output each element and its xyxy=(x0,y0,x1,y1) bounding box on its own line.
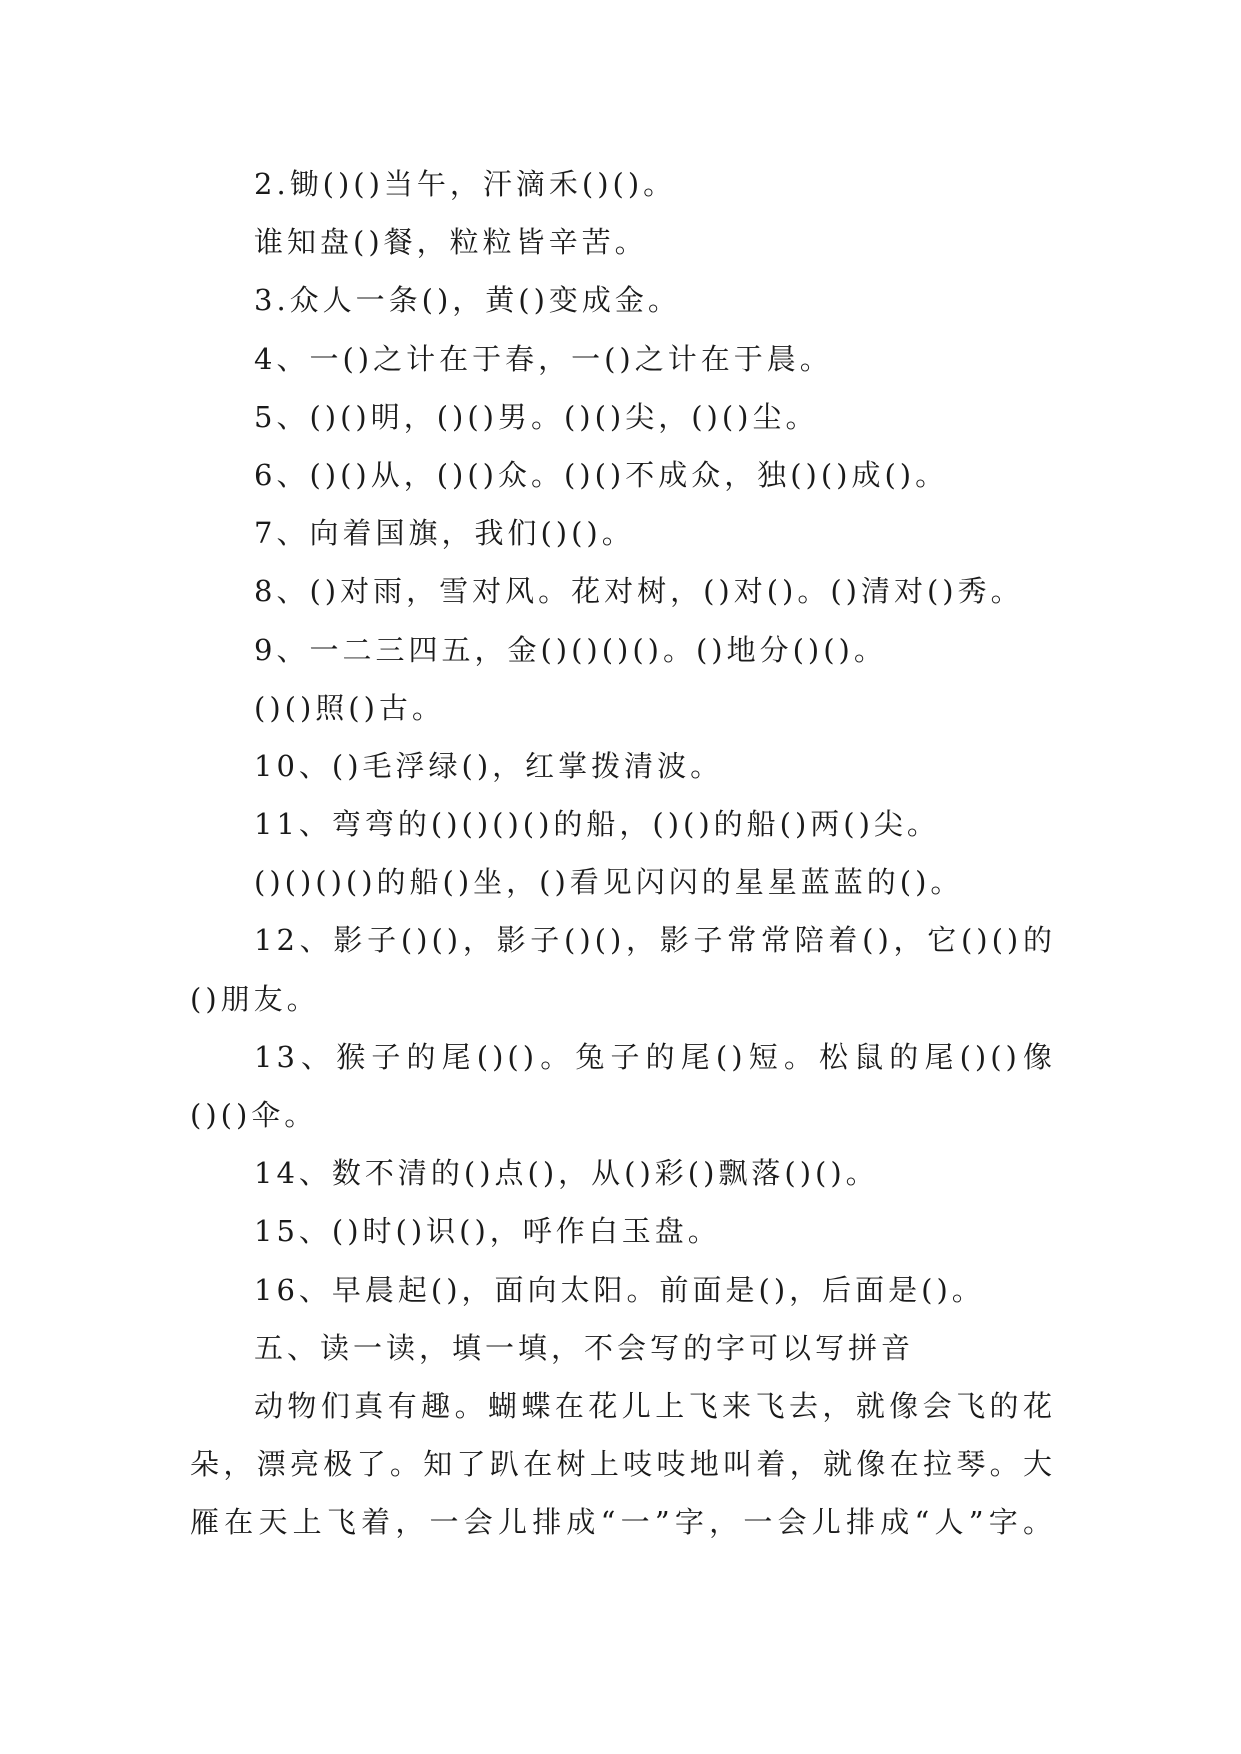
poem-line: 谁知盘()餐，粒粒皆辛苦。 xyxy=(254,225,648,260)
question-line: 12、影子()()，影子()()，影子常常陪着()，它()()的 xyxy=(254,923,1056,958)
question-line: 16、早晨起()，面向太阳。前面是()，后面是()。 xyxy=(254,1272,985,1307)
poem-line: 2.锄()()当午，汗滴禾()()。 xyxy=(254,167,677,201)
question-line-continued: ()朋友。 xyxy=(190,981,320,1016)
question-line: 8、()对雨，雪对风。花对树，()对()。()清对()秀。 xyxy=(254,574,1024,609)
question-line: 6、()()从，()()众。()()不成众，独()()成()。 xyxy=(254,457,949,492)
question-line: 11、弯弯的()()()()的船，()()的船()两()尖。 xyxy=(254,807,940,842)
paragraph-line: 雁在天上飞着，一会儿排成“一”字，一会儿排成“人”字。 xyxy=(190,1505,1056,1540)
question-line: 7、向着国旗，我们()()。 xyxy=(254,516,635,551)
question-line: 10、()毛浮绿()，红掌拨清波。 xyxy=(254,748,724,783)
question-line: 3.众人一条()，黄()变成金。 xyxy=(254,283,681,318)
paragraph-line: 朵，漂亮极了。知了趴在树上吱吱地叫着，就像在拉琴。大 xyxy=(190,1447,1056,1482)
question-line: ()()()()的船()坐，()看见闪闪的星星蓝蓝的()。 xyxy=(254,865,964,900)
question-line: 4、一()之计在于春，一()之计在于晨。 xyxy=(254,341,833,376)
question-line: 13、猴子的尾()()。兔子的尾()短。松鼠的尾()()像 xyxy=(254,1039,1056,1074)
section-heading: 五、读一读，填一填，不会写的字可以写拼音 xyxy=(254,1330,915,1365)
document-body xyxy=(190,155,1056,1552)
question-line: 14、数不清的()点()，从()彩()飘落()()。 xyxy=(254,1156,879,1191)
question-line: 9、一二三四五，金()()()()。()地分()()。 xyxy=(254,632,887,667)
question-line: 5、()()明，()()男。()()尖，()()尘。 xyxy=(254,399,819,434)
paragraph-line: 动物们真有趣。蝴蝶在花儿上飞来飞去，就像会飞的花 xyxy=(254,1388,1056,1423)
question-line: 15、()时()识()，呼作白玉盘。 xyxy=(254,1214,721,1249)
question-line: ()()照()古。 xyxy=(254,690,445,725)
question-line-continued: ()()伞。 xyxy=(190,1098,318,1132)
